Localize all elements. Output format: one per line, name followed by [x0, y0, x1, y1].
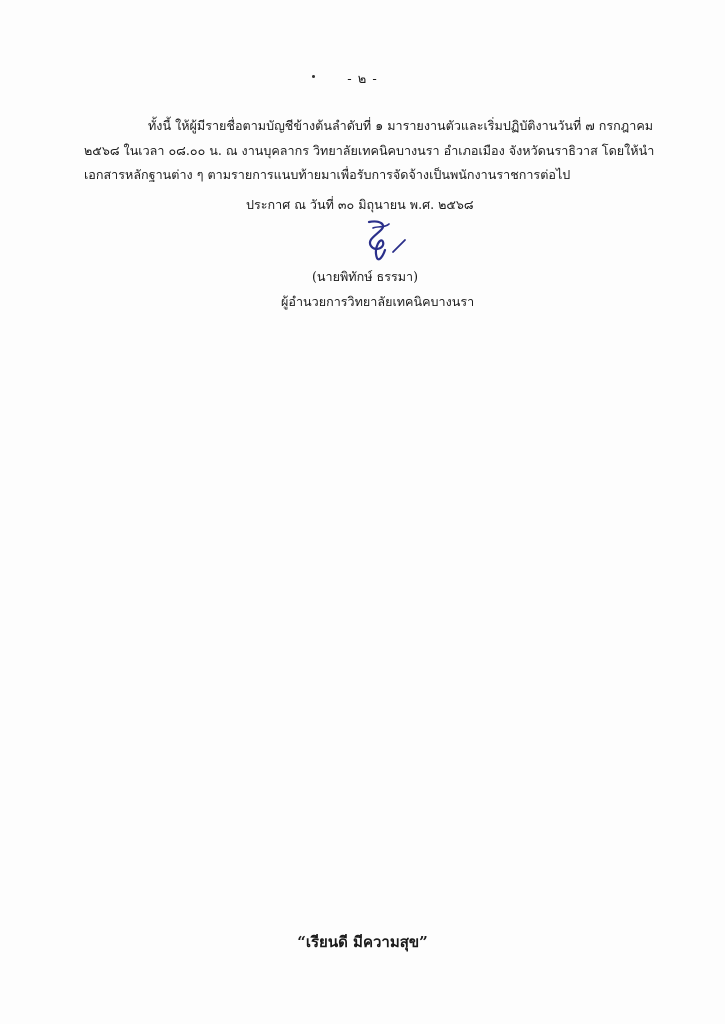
signer-position: ผู้อำนวยการวิทยาลัยเทคนิคบางนรา — [281, 294, 475, 309]
announcement-date: ประกาศ ณ วันที่ ๓๐ มิถุนายน พ.ศ. ๒๕๖๘ — [246, 197, 474, 212]
page-number: - ๒ - — [347, 72, 378, 87]
body-line-1: ทั้งนี้ ให้ผู้มีรายชื่อตามบัญชีข้างต้นลำดับที่ ๑ มารายงานตัวและเริ่มปฏิบัติงานวันที่ ๗ กรกฎาคม — [148, 118, 654, 133]
body-line-3: เอกสารหลักฐานต่าง ๆ ตามรายการแนบท้ายมาเพื่อรับการจัดจ้างเป็นพนักงานราชการต่อไป — [84, 167, 571, 182]
body-line-2: ๒๕๖๘ ในเวลา ๐๘.๐๐ น. ณ งานบุคลากร วิทยาลัยเทคนิคบางนรา อำเภอเมือง จังหวัดนราธิวาส โดยให้นำ — [84, 143, 655, 158]
college-slogan: “เรียนดี มีความสุข” — [297, 933, 428, 951]
signature-mark — [355, 218, 415, 266]
signer-name: (นายพิทักษ์ ธรรมา) — [312, 269, 419, 284]
